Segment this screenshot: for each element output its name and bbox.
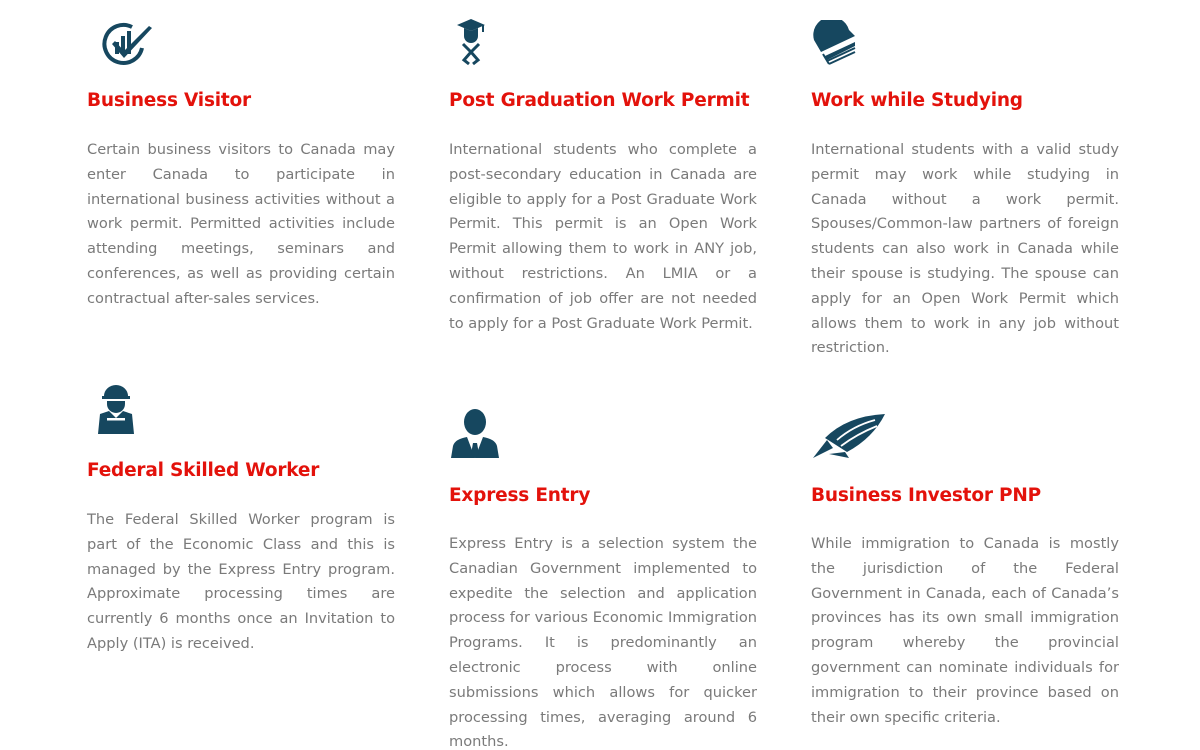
service-title: Business Visitor: [87, 90, 251, 111]
service-title: Post Graduation Work Permit: [449, 90, 750, 111]
service-description: International students with a valid study permit may work while studying in Canada without a work permit. Spouses/Common-law partners of foreign students can also work in Canada while their spouse is studying. The spouse can apply for an Open Work Permit which allows them to work in any job without restriction.: [811, 141, 1119, 357]
service-description: The Federal Skilled Worker program is part of the Economic Class and this is managed by the Express Entry program. Approximate processing times are currently 6 months once an Invitation to Apply (ITA) is received.: [87, 511, 395, 652]
service-description: International students who complete a post-secondary education in Canada are eligible to apply for a Post Graduate Work Permit. This permit is an Open Work Permit allowing them to work in ANY job, without restrictions. An LMIA or a confirmation of job offer are not needed to apply for a Post Graduate Work Permit.: [449, 141, 757, 332]
rocket-icon: [811, 412, 887, 460]
graduate-icon: [455, 18, 487, 66]
businessman-icon: [449, 408, 501, 460]
service-title: Business Investor PNP: [811, 485, 1041, 506]
service-description: Express Entry is a selection system the Canadian Government implemented to expedite the selection and application process for various Economic Immigration Programs. It is predominantly an electronic process with online submissions which allows for quicker processing times, averaging around 6 months.: [449, 535, 757, 750]
service-title: Federal Skilled Worker: [87, 460, 320, 481]
service-title: Express Entry: [449, 485, 591, 506]
cap-books-icon: [811, 20, 857, 66]
construction-worker-icon: [95, 384, 137, 436]
service-description: While immigration to Canada is mostly the jurisdiction of the Federal Government in Canada, each of Canada’s provinces has its own small immigration program whereby the provincial government can nominate individuals for immigration to their province based on their own specific criteria.: [811, 535, 1119, 726]
service-title: Work while Studying: [811, 90, 1023, 111]
check-chart-icon: [102, 18, 154, 66]
service-description: Certain business visitors to Canada may enter Canada to participate in international business activities without a work permit. Permitted activities include attending meetings, seminars and conferences, as well as providing certain contractual after-sales services.: [87, 141, 395, 307]
